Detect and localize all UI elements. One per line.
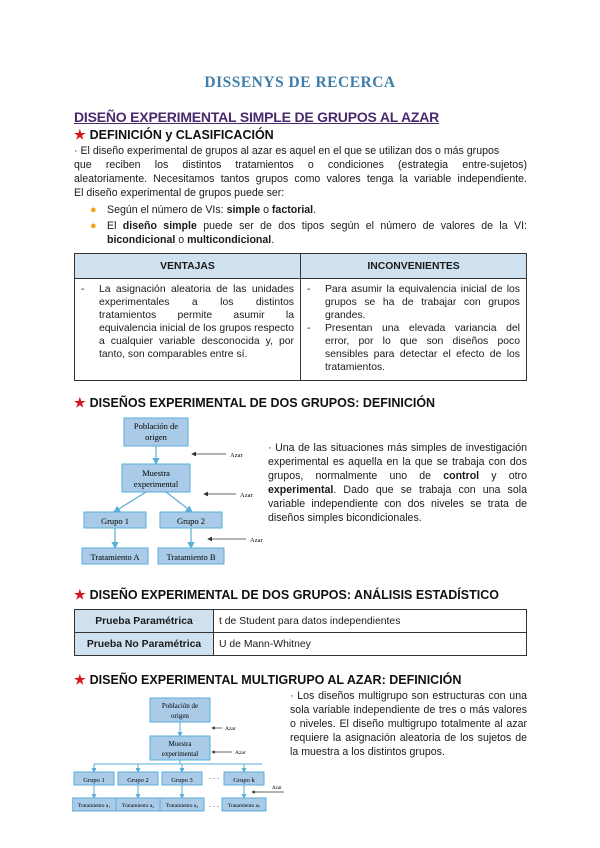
dos-grupos-text: · Una de las situaciones más simples de investigación experimental es aquella en la que se trabaja con dos grupos, normalmente uno de control y otro experimental. Dado que se trabaja con una sola variable independiente con dos niveles se trata de diseños simples bicondicionales.	[268, 442, 527, 524]
definicion-line-2: que reciben los distintos tratamientos o condiciones (estrategia entre-sujetos)	[74, 159, 527, 171]
svg-text:· · ·: · · ·	[208, 775, 220, 783]
svg-text:Muestra: Muestra	[168, 740, 192, 748]
svg-text:origen: origen	[145, 432, 167, 442]
svg-text:Azar: Azar	[240, 492, 253, 499]
svg-text:Grupo 1: Grupo 1	[100, 516, 130, 526]
multigrupo-diagram	[72, 692, 292, 822]
list-item: - La asignación aleatoria de las unidades experimentales a los distintos tratamientos permite asumir la equivalencia inicial de los grupos respecto a cualquier variable desconocida y, por tanto, son comparables entre sí.	[81, 284, 294, 360]
dos-grupos-diagram	[74, 414, 274, 570]
svg-text:Tratamiento a₁: Tratamiento a₁	[77, 803, 111, 809]
svg-text:Tratamiento aₖ: Tratamiento aₖ	[227, 803, 261, 809]
bullet-icon: ●	[90, 204, 97, 216]
list-item: - Presentan una elevada variancia del error, por lo que son diseños poco sensibles para detectar el efecto de los tratamientos.	[307, 323, 520, 373]
heading-definicion: ★ DEFINICIÓN y CLASIFICACIÓN	[74, 127, 274, 142]
svg-text:Tratamiento a₃: Tratamiento a₃	[165, 803, 199, 809]
definicion-line-4: El diseño experimental de grupos puede ser:	[74, 187, 285, 199]
ventajas-cell	[75, 279, 301, 381]
svg-text:Azar: Azar	[235, 750, 246, 756]
svg-text:Tratamiento B: Tratamiento B	[166, 552, 216, 562]
svg-text:Grupo 1: Grupo 1	[83, 777, 105, 784]
star-icon: ★	[74, 127, 86, 142]
svg-text:experimental: experimental	[133, 479, 179, 489]
svg-text:Azar: Azar	[230, 452, 243, 459]
document-title: DISSENYS DE RECERCA	[204, 74, 396, 91]
svg-text:· · ·: · · ·	[208, 803, 220, 811]
svg-text:experimental: experimental	[161, 750, 199, 758]
heading-multigrupo: ★ DISEÑO EXPERIMENTAL MULTIGRUPO AL AZAR: DEFINICIÓN	[74, 672, 462, 687]
svg-text:Población de: Población de	[133, 421, 179, 431]
definicion-bullets	[90, 203, 527, 247]
svg-text:Tratamiento A: Tratamiento A	[90, 552, 140, 562]
bullet-icon: ●	[90, 220, 97, 232]
bullet-item: ● El diseño simple puede ser de dos tipos según el número de valores de la VI: bicondicional o multicondicional.	[90, 220, 527, 246]
svg-text:Grupo 2: Grupo 2	[176, 516, 206, 526]
ventajas-table	[74, 253, 527, 381]
inconvenientes-cell	[301, 279, 527, 381]
list-item: - Para asumir la equivalencia inicial de los grupos se ha de trabajar con grupos grandes.	[307, 284, 520, 321]
section-title: DISEÑO EXPERIMENTAL SIMPLE DE GRUPOS AL AZAR	[74, 109, 440, 125]
heading-analisis: ★ DISEÑO EXPERIMENTAL DE DOS GRUPOS: ANÁLISIS ESTADÍSTICO	[74, 587, 499, 602]
star-icon: ★	[74, 395, 86, 410]
svg-text:Grupo k: Grupo k	[233, 777, 255, 784]
svg-text:Población de: Población de	[161, 702, 199, 710]
analisis-table	[74, 609, 527, 656]
svg-text:Muestra: Muestra	[142, 468, 170, 478]
svg-text:origen: origen	[171, 712, 189, 720]
table-row: Prueba No Paramétrica U de Mann-Whitney	[75, 633, 527, 656]
definicion-line-3: aleatoriamente. Necesitamos tantos grupos como valores tenga la variable independiente.	[74, 173, 527, 185]
bullet-item: ● Según el número de VIs: simple o factorial.	[90, 204, 317, 216]
star-icon: ★	[74, 672, 86, 687]
multigrupo-text: · Los diseños multigrupo son estructuras con una sola variable independiente de tres o más valores o niveles. El diseño multigrupo totalmente al azar requiere la asignación aleatoria de los sujetos de la muestra a los distintos grupos.	[290, 690, 527, 758]
definicion-line-1: · El diseño experimental de grupos al azar es aquel en el que se utilizan dos o más grupos	[74, 145, 500, 157]
heading-dos-grupos: ★ DISEÑOS EXPERIMENTAL DE DOS GRUPOS: DEFINICIÓN	[74, 395, 436, 410]
svg-text:Grupo 3: Grupo 3	[171, 777, 193, 784]
svg-text:Azar: Azar	[250, 537, 263, 544]
svg-text:Azar: Azar	[225, 726, 236, 732]
svg-text:Grupo 2: Grupo 2	[127, 777, 149, 784]
svg-text:Azar: Azar	[272, 786, 282, 791]
inconvenientes-header: INCONVENIENTES	[301, 254, 527, 279]
svg-text:Tratamiento a₂: Tratamiento a₂	[121, 803, 155, 809]
table-row: Prueba Paramétrica t de Student para datos independientes	[75, 610, 527, 633]
ventajas-header: VENTAJAS	[75, 254, 301, 279]
star-icon: ★	[74, 587, 86, 602]
